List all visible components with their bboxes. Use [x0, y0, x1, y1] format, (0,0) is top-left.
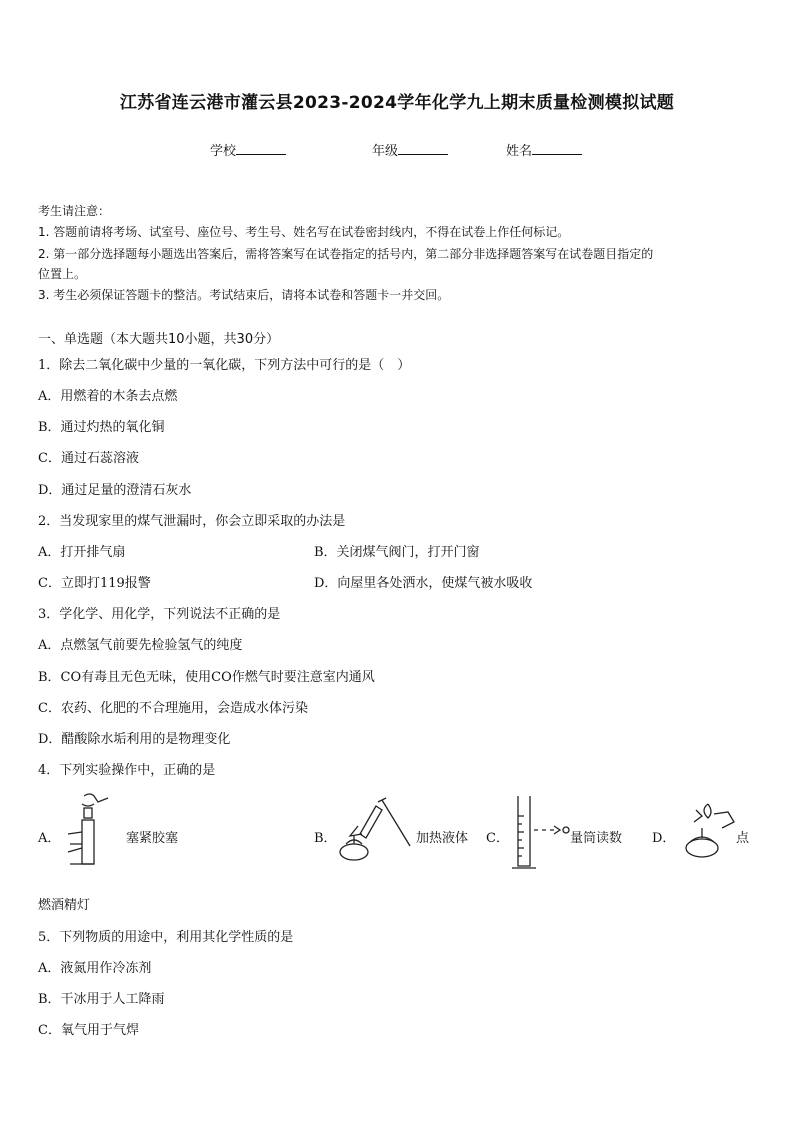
notice-item: 位置上。 — [38, 267, 87, 281]
option-c: C．立即打119报警 — [38, 576, 151, 591]
question-stem: 3．学化学、用化学，下列说法不正确的是 — [38, 607, 281, 622]
option-b-text: 加热液体 — [416, 831, 469, 846]
option-c: C．通过石蕊溶液 — [38, 451, 139, 466]
light-alcohol-lamp-figure — [678, 802, 738, 862]
notice-item: 1. 答题前请将考场、试室号、座位号、考生号、姓名写在试卷密封线内，不得在试卷上作任何标记。 — [38, 225, 570, 239]
question-stem: 5．下列物质的用途中，利用其化学性质的是 — [38, 930, 294, 945]
option-a: A．液氮用作冷冻剂 — [38, 961, 152, 976]
option-a: A．点燃氢气前要先检验氢气的纯度 — [38, 638, 243, 653]
page-title: 江苏省连云港市灌云县2023-2024学年化学九上期末质量检测模拟试题 — [119, 93, 675, 113]
name-label: 姓名 — [506, 144, 533, 159]
option-b: B．关闭煤气阀门，打开门窗 — [314, 545, 480, 560]
notice-item: 3. 考生必须保证答题卡的整洁。考试结束后，请将本试卷和答题卡一并交回。 — [38, 288, 450, 302]
option-a: A．打开排气扇 — [38, 545, 126, 560]
option-d-text-continued: 燃酒精灯 — [38, 898, 91, 913]
grade-field — [372, 140, 448, 159]
option-a-text: 塞紧胶塞 — [126, 831, 179, 846]
question-stem: 1．除去二氧化碳中少量的一氧化碳，下列方法中可行的是（ ） — [38, 358, 411, 373]
option-b: B．干冰用于人工降雨 — [38, 992, 165, 1007]
question-stem: 2．当发现家里的煤气泄漏时，你会立即采取的办法是 — [38, 514, 346, 529]
option-d-text: 点 — [736, 831, 750, 846]
graduated-cylinder-figure — [508, 794, 572, 874]
option-c-letter: C． — [486, 831, 509, 846]
grade-blank — [398, 142, 448, 155]
insert-stopper-figure — [64, 790, 116, 876]
school-label: 学校 — [210, 144, 237, 159]
school-blank — [236, 142, 286, 155]
option-b-letter: B． — [314, 831, 337, 846]
option-d: D．通过足量的澄清石灰水 — [38, 483, 192, 498]
heat-liquid-figure — [336, 796, 416, 866]
grade-label: 年级 — [372, 144, 399, 159]
option-a: A．用燃着的木条去点燃 — [38, 389, 178, 404]
section-heading: 一、单选题（本大题共10小题，共30分） — [38, 332, 280, 347]
question-stem: 4．下列实验操作中，正确的是 — [38, 763, 216, 778]
option-d: D．醋酸除水垢利用的是物理变化 — [38, 732, 231, 747]
option-b: B．通过灼热的氧化铜 — [38, 420, 165, 435]
notice-item: 2. 第一部分选择题每小题选出答案后，需将答案写在试卷指定的括号内，第二部分非选择题答案写在试卷题目指定的 — [38, 247, 654, 261]
option-a-letter: A． — [38, 831, 61, 846]
name-field — [506, 140, 582, 159]
option-d-letter: D． — [652, 831, 676, 846]
notice-heading: 考生请注意： — [38, 204, 111, 218]
option-c-text: 量筒读数 — [570, 831, 623, 846]
school-field — [210, 140, 286, 159]
name-blank — [532, 142, 582, 155]
option-c: C．农药、化肥的不合理施用，会造成水体污染 — [38, 701, 308, 716]
option-c: C．氧气用于气焊 — [38, 1023, 139, 1038]
option-b: B．CO有毒且无色无味，使用CO作燃气时要注意室内通风 — [38, 670, 375, 685]
option-d: D．向屋里各处洒水，使煤气被水吸收 — [314, 576, 533, 591]
